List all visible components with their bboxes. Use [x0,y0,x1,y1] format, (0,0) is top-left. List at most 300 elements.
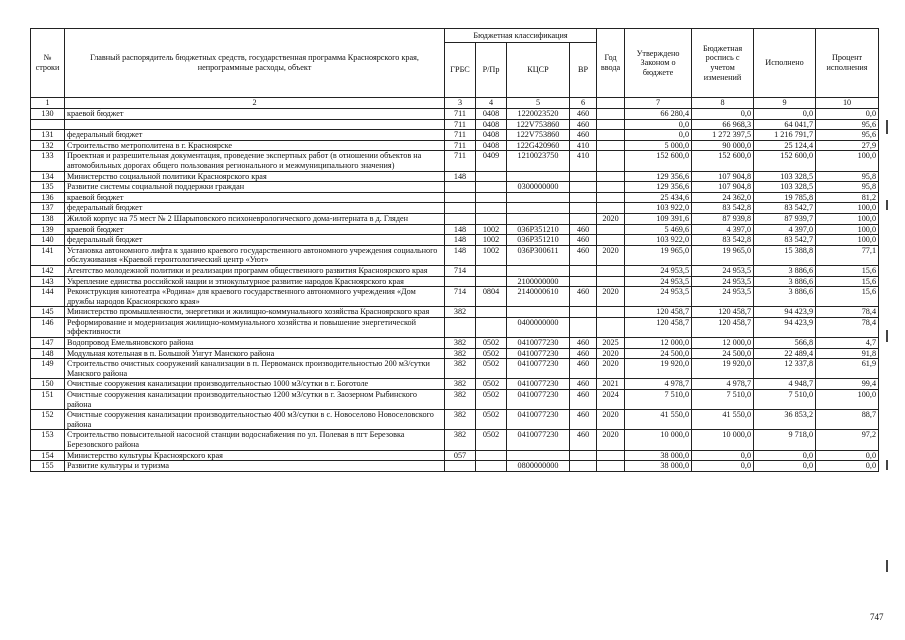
row-name: Очистные сооружения канализации производительностью 1200 м3/сутки в г. Заозерном Рыбинского района [65,390,445,410]
row-approved: 24 953,5 [625,287,692,307]
row-vr: 460 [570,379,597,390]
header-approved: Утверждено Законом о бюджете [625,29,692,98]
table-row [31,109,879,120]
row-rpr: 0502 [476,390,507,410]
row-name: краевой бюджет [65,109,445,120]
row-vr [570,213,597,224]
row-executed: 4 397,0 [754,224,816,235]
row-rpr: 0408 [476,109,507,120]
row-vr: 460 [570,109,597,120]
table-row [31,317,879,337]
row-vr: 460 [570,348,597,359]
row-percent: 100,0 [816,235,879,246]
header-main: Главный распорядитель бюджетных средств, государственная программа Красноярского края, непрограммные расходы, объект [65,29,445,98]
row-rpr [476,276,507,287]
row-year [597,182,625,193]
row-kcsr: 036P300611 [507,245,570,265]
row-approved: 5 469,6 [625,224,692,235]
row-grbs: 382 [445,348,476,359]
row-vr: 460 [570,390,597,410]
header-year: Год ввода [597,29,625,98]
row-kcsr: 2100000000 [507,276,570,287]
column-number: 9 [754,98,816,109]
row-list: 107 904,8 [692,182,754,193]
row-executed: 94 423,9 [754,307,816,318]
row-year: 2020 [597,213,625,224]
row-kcsr: 0410077230 [507,390,570,410]
table-row [31,182,879,193]
row-kcsr: 0410077230 [507,348,570,359]
row-grbs: 382 [445,338,476,349]
row-grbs: 711 [445,119,476,130]
table-row [31,287,879,307]
table-row [31,130,879,141]
row-grbs: 382 [445,430,476,450]
row-number: 149 [31,359,65,379]
header-list: Бюджетная роспись с учетом изменений [692,29,754,98]
row-grbs [445,461,476,472]
page-number: 747 [870,612,884,622]
row-executed: 152 600,0 [754,151,816,171]
row-grbs: 382 [445,390,476,410]
row-number [31,119,65,130]
table-row [31,235,879,246]
row-rpr [476,307,507,318]
row-approved: 19 920,0 [625,359,692,379]
row-kcsr: 0300000000 [507,182,570,193]
row-grbs [445,192,476,203]
row-grbs: 714 [445,265,476,276]
row-number: 146 [31,317,65,337]
row-percent: 100,0 [816,390,879,410]
row-kcsr: 0410077230 [507,430,570,450]
table-row [31,276,879,287]
row-kcsr: 0400000000 [507,317,570,337]
row-rpr: 0408 [476,119,507,130]
row-vr: 460 [570,119,597,130]
row-approved: 120 458,7 [625,317,692,337]
row-vr: 460 [570,245,597,265]
row-name: Строительство очистных сооружений канализации в п. Первоманск производительностью 200 м3/сутки Манского района [65,359,445,379]
row-kcsr [507,307,570,318]
table-row [31,192,879,203]
row-rpr: 0502 [476,430,507,450]
row-rpr [476,265,507,276]
row-percent: 91,8 [816,348,879,359]
table-row [31,461,879,472]
row-approved: 25 434,6 [625,192,692,203]
row-rpr [476,203,507,214]
table-row [31,245,879,265]
row-name: Проектная и разрешительная документация, проведение экспертных работ (в отношении объектов на автомобильных дорогах общего пользования регионального и межмуниципального значения) [65,151,445,171]
row-percent: 100,0 [816,151,879,171]
row-number: 137 [31,203,65,214]
table-row [31,359,879,379]
row-grbs: 711 [445,130,476,141]
row-number: 140 [31,235,65,246]
row-list: 0,0 [692,109,754,120]
row-grbs: 148 [445,235,476,246]
row-year [597,276,625,287]
row-percent: 78,4 [816,317,879,337]
row-year [597,450,625,461]
row-percent: 95,6 [816,119,879,130]
row-vr [570,265,597,276]
header-percent: Процент исполнения [816,29,879,98]
budget-table-sheet [30,28,879,472]
row-executed: 22 489,4 [754,348,816,359]
column-number: 1 [31,98,65,109]
row-approved: 10 000,0 [625,430,692,450]
table-row [31,410,879,430]
row-list: 24 500,0 [692,348,754,359]
row-grbs: 711 [445,151,476,171]
row-approved: 120 458,7 [625,307,692,318]
header-budget-classification: Бюджетная классификация [445,29,597,43]
row-name: Модульная котельная в п. Большой Унгут Манского района [65,348,445,359]
row-grbs: 711 [445,109,476,120]
row-name: Развитие системы социальной поддержки граждан [65,182,445,193]
row-list: 66 968,3 [692,119,754,130]
table-row [31,171,879,182]
row-grbs: 711 [445,140,476,151]
row-percent: 15,6 [816,276,879,287]
row-approved: 66 280,4 [625,109,692,120]
row-vr [570,276,597,287]
row-list: 24 362,0 [692,192,754,203]
row-name [65,119,445,130]
row-rpr: 0502 [476,338,507,349]
row-percent: 100,0 [816,203,879,214]
row-approved: 38 000,0 [625,450,692,461]
row-executed: 3 886,6 [754,287,816,307]
header-kcsr: КЦСР [507,43,570,98]
row-percent: 99,4 [816,379,879,390]
row-list: 24 953,5 [692,265,754,276]
row-number: 152 [31,410,65,430]
row-list: 83 542,8 [692,203,754,214]
row-name: федеральный бюджет [65,130,445,141]
row-year [597,192,625,203]
column-number: 7 [625,98,692,109]
row-list: 120 458,7 [692,307,754,318]
row-kcsr: 036P351210 [507,224,570,235]
row-approved: 19 965,0 [625,245,692,265]
row-year [597,109,625,120]
row-list: 24 953,5 [692,287,754,307]
row-vr: 460 [570,287,597,307]
row-approved: 103 922,0 [625,235,692,246]
row-vr [570,317,597,337]
row-year [597,130,625,141]
row-number: 155 [31,461,65,472]
row-percent: 95,6 [816,130,879,141]
row-list: 10 000,0 [692,430,754,450]
row-vr: 460 [570,359,597,379]
column-number: 3 [445,98,476,109]
row-executed: 12 337,8 [754,359,816,379]
row-executed: 4 948,7 [754,379,816,390]
row-list: 7 510,0 [692,390,754,410]
row-name: Укрепление единства российской нации и этнокультурное развитие народов Красноярского края [65,276,445,287]
row-number: 133 [31,151,65,171]
column-number: 8 [692,98,754,109]
row-vr: 460 [570,338,597,349]
row-percent: 77,1 [816,245,879,265]
row-year [597,140,625,151]
row-list: 83 542,8 [692,235,754,246]
row-vr: 460 [570,130,597,141]
table-row [31,338,879,349]
row-rpr: 0409 [476,151,507,171]
row-executed: 83 542,7 [754,235,816,246]
row-rpr [476,182,507,193]
row-name: Министерство культуры Красноярского края [65,450,445,461]
row-approved: 12 000,0 [625,338,692,349]
column-number: 4 [476,98,507,109]
row-year [597,119,625,130]
row-number: 139 [31,224,65,235]
row-approved: 129 356,6 [625,171,692,182]
row-executed: 103 328,5 [754,171,816,182]
row-grbs [445,213,476,224]
table-row [31,151,879,171]
row-percent: 4,7 [816,338,879,349]
row-executed: 25 124,4 [754,140,816,151]
row-year [597,317,625,337]
row-rpr [476,450,507,461]
row-name: Министерство промышленности, энергетики и жилищно-коммунального хозяйства Красноярского края [65,307,445,318]
row-executed: 103 328,5 [754,182,816,193]
row-approved: 0,0 [625,119,692,130]
row-percent: 95,8 [816,182,879,193]
row-name: Очистные сооружения канализации производительностью 400 м3/сутки в с. Новоселово Новоселовского района [65,410,445,430]
row-list: 87 939,8 [692,213,754,224]
row-vr: 410 [570,151,597,171]
row-percent: 78,4 [816,307,879,318]
row-vr [570,307,597,318]
row-vr: 460 [570,235,597,246]
header-grbs: ГРБС [445,43,476,98]
row-list: 0,0 [692,461,754,472]
row-rpr: 1002 [476,224,507,235]
row-year: 2024 [597,390,625,410]
row-list: 152 600,0 [692,151,754,171]
row-kcsr [507,171,570,182]
row-year: 2025 [597,338,625,349]
row-vr [570,182,597,193]
row-name: Реформирование и модернизация жилищно-коммунального хозяйства и повышение энергетической эффективности [65,317,445,337]
row-grbs: 382 [445,307,476,318]
row-approved: 24 500,0 [625,348,692,359]
row-percent: 100,0 [816,224,879,235]
row-year [597,235,625,246]
margin-mark [886,560,888,572]
row-number: 134 [31,171,65,182]
row-year [597,461,625,472]
row-year [597,203,625,214]
row-executed: 87 939,7 [754,213,816,224]
row-rpr: 0502 [476,359,507,379]
row-kcsr: 036P351210 [507,235,570,246]
row-list: 0,0 [692,450,754,461]
row-year [597,224,625,235]
row-executed: 94 423,9 [754,317,816,337]
row-grbs: 148 [445,245,476,265]
row-approved: 109 391,6 [625,213,692,224]
row-grbs: 382 [445,379,476,390]
table-row [31,430,879,450]
row-executed: 0,0 [754,450,816,461]
row-kcsr [507,213,570,224]
row-grbs [445,276,476,287]
header-row-no: № строки [31,29,65,98]
row-year: 2020 [597,410,625,430]
row-name: Агентство молодежной политики и реализации программ общественного развития Красноярского края [65,265,445,276]
margin-mark [886,200,888,210]
row-name: краевой бюджет [65,224,445,235]
row-approved: 152 600,0 [625,151,692,171]
row-number: 154 [31,450,65,461]
budget-execution-table [30,28,879,472]
header-vr: ВР [570,43,597,98]
row-number: 148 [31,348,65,359]
row-grbs: 382 [445,359,476,379]
row-year: 2021 [597,379,625,390]
table-body [31,98,879,472]
row-rpr: 0408 [476,140,507,151]
row-kcsr: 0410077230 [507,410,570,430]
row-percent: 27,9 [816,140,879,151]
row-year: 2020 [597,287,625,307]
row-approved: 38 000,0 [625,461,692,472]
row-grbs: 382 [445,410,476,430]
row-percent: 95,8 [816,171,879,182]
row-grbs: 148 [445,224,476,235]
row-rpr [476,171,507,182]
table-row [31,390,879,410]
row-number: 143 [31,276,65,287]
row-kcsr [507,192,570,203]
row-name: Строительство повысительной насосной станции водоснабжения по ул. Полевая в пгт Березовка Березовского района [65,430,445,450]
row-number: 145 [31,307,65,318]
row-percent: 0,0 [816,461,879,472]
row-rpr: 1002 [476,235,507,246]
row-executed: 3 886,6 [754,276,816,287]
row-kcsr: 122V753860 [507,119,570,130]
row-list: 24 953,5 [692,276,754,287]
row-name: Установка автономного лифта к зданию краевого государственного автономного учреждения социального обслуживания «Краевой геронтологический центр «Уют» [65,245,445,265]
row-approved: 7 510,0 [625,390,692,410]
row-approved: 5 000,0 [625,140,692,151]
row-kcsr [507,265,570,276]
row-year: 2020 [597,430,625,450]
table-row [31,450,879,461]
row-number: 132 [31,140,65,151]
row-number: 144 [31,287,65,307]
row-year: 2020 [597,348,625,359]
row-rpr [476,192,507,203]
row-year: 2020 [597,359,625,379]
row-number: 131 [31,130,65,141]
row-vr [570,450,597,461]
row-grbs: 057 [445,450,476,461]
row-list: 107 904,8 [692,171,754,182]
row-name: федеральный бюджет [65,235,445,246]
row-percent: 81,2 [816,192,879,203]
row-approved: 41 550,0 [625,410,692,430]
margin-mark [886,460,888,470]
row-executed: 64 041,7 [754,119,816,130]
row-number: 142 [31,265,65,276]
row-grbs [445,203,476,214]
row-executed: 0,0 [754,461,816,472]
row-list: 1 272 397,5 [692,130,754,141]
row-kcsr: 0410077230 [507,359,570,379]
row-vr [570,203,597,214]
row-list: 19 920,0 [692,359,754,379]
row-year [597,307,625,318]
row-kcsr: 122G420960 [507,140,570,151]
row-percent: 97,2 [816,430,879,450]
row-number: 135 [31,182,65,193]
table-row [31,379,879,390]
row-name: Министерство социальной политики Красноярского края [65,171,445,182]
row-percent: 61,9 [816,359,879,379]
row-vr: 460 [570,430,597,450]
row-kcsr: 0800000000 [507,461,570,472]
header-executed: Исполнено [754,29,816,98]
row-vr: 410 [570,140,597,151]
row-name: Строительство метрополитена в г. Красноярске [65,140,445,151]
column-number [597,98,625,109]
row-executed: 7 510,0 [754,390,816,410]
row-list: 19 965,0 [692,245,754,265]
row-name: Реконструкция кинотеатра «Родина» для краевого государственного автономного учреждения «Дом дружбы народов Красноярского края» [65,287,445,307]
row-rpr: 0502 [476,348,507,359]
row-kcsr [507,203,570,214]
row-number: 150 [31,379,65,390]
table-row [31,224,879,235]
table-row [31,307,879,318]
header-rpr: Р/Пр [476,43,507,98]
row-list: 12 000,0 [692,338,754,349]
row-name: Водопровод Емельяновского района [65,338,445,349]
column-number: 10 [816,98,879,109]
row-executed: 36 853,2 [754,410,816,430]
row-rpr: 0804 [476,287,507,307]
row-executed: 15 388,8 [754,245,816,265]
row-kcsr: 122V753860 [507,130,570,141]
row-number: 136 [31,192,65,203]
margin-mark [886,120,888,134]
row-vr [570,171,597,182]
row-number: 130 [31,109,65,120]
row-year [597,171,625,182]
row-executed: 3 886,6 [754,265,816,276]
row-percent: 15,6 [816,287,879,307]
row-name: Очистные сооружения канализации производительностью 1000 м3/сутки в г. Боготоле [65,379,445,390]
row-executed: 9 718,0 [754,430,816,450]
row-name: Жилой корпус на 75 мест № 2 Шарыповского психоневрологического дома-интерната в д. Гляден [65,213,445,224]
row-rpr [476,317,507,337]
column-number: 6 [570,98,597,109]
row-list: 41 550,0 [692,410,754,430]
row-percent: 88,7 [816,410,879,430]
row-year [597,151,625,171]
row-number: 141 [31,245,65,265]
row-kcsr: 1220023520 [507,109,570,120]
